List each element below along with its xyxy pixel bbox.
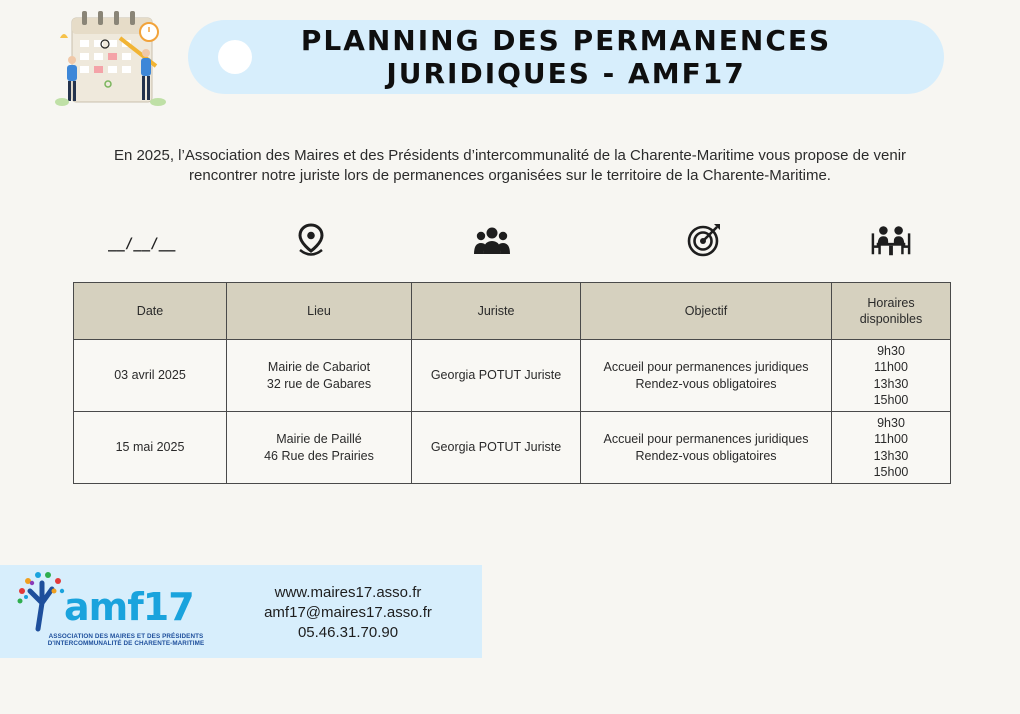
horaire-slot: 9h30	[877, 415, 905, 430]
title-line-1: PLANNING DES PERMANENCES	[300, 24, 832, 57]
page-title	[188, 24, 944, 90]
column-icons	[0, 222, 1020, 262]
horaire-slot: 9h30	[877, 343, 905, 358]
horaire-slot: 13h30	[873, 376, 909, 391]
horaire-slot: 13h30	[873, 448, 909, 463]
header-horaires-line-1: Horaires	[867, 296, 915, 310]
header-lieu: Lieu	[227, 283, 412, 340]
meeting-icon	[871, 222, 911, 258]
horaire-slot: 15h00	[873, 465, 909, 479]
date-placeholder: __/__/__	[108, 236, 176, 252]
website-link[interactable]: www.maires17.asso.fr	[274, 584, 422, 601]
amf17-logo	[12, 569, 222, 653]
logo-subtitle-line-2: D'INTERCOMMUNALITÉ DE CHARENTE-MARITIME	[47, 640, 205, 647]
contact-info	[248, 583, 448, 643]
planning-table	[73, 282, 951, 484]
table-row	[74, 412, 951, 484]
cell-objectif	[581, 340, 832, 412]
logo-subtitle-line-1: ASSOCIATION DES MAIRES ET DES PRÉSIDENTS	[48, 633, 204, 640]
objectif-line-1: Accueil pour permanences juridiques	[603, 360, 809, 374]
intro-line-2: rencontrer notre juriste lors de permanences organisées sur le territoire de la Charente-Maritime.	[189, 167, 831, 184]
title-line-2: JURIDIQUES - AMF17	[386, 57, 746, 90]
intro-paragraph	[60, 146, 960, 186]
cell-date: 15 mai 2025	[74, 412, 227, 484]
table-header-row	[74, 283, 951, 340]
header-juriste: Juriste	[412, 283, 581, 340]
logo-subtitle	[36, 633, 216, 647]
lieu-name: Mairie de Cabariot	[267, 360, 371, 374]
horaire-slot: 15h00	[873, 393, 909, 407]
cell-date: 03 avril 2025	[74, 340, 227, 412]
table-row	[74, 340, 951, 412]
lieu-address: 46 Rue des Prairies	[264, 448, 374, 463]
email-link[interactable]: amf17@maires17.asso.fr	[264, 604, 432, 621]
header-objectif: Objectif	[581, 283, 832, 340]
objectif-line-1: Accueil pour permanences juridiques	[603, 432, 809, 446]
cell-objectif	[581, 412, 832, 484]
objectif-line-2: Rendez-vous obligatoires	[635, 376, 777, 391]
cell-horaires	[832, 412, 951, 484]
title-banner	[188, 20, 944, 94]
cell-lieu	[227, 412, 412, 484]
intro-line-1: En 2025, l’Association des Maires et des Présidents d’intercommunalité de la Charente-Maritime vous propose de venir	[113, 147, 907, 164]
header-horaires	[832, 283, 951, 340]
footer-contact-block	[0, 565, 482, 658]
calendar-illustration	[50, 8, 168, 108]
header-date: Date	[74, 283, 227, 340]
people-group-icon	[472, 222, 512, 258]
horaire-slot: 11h00	[874, 360, 908, 374]
objectif-line-2: Rendez-vous obligatoires	[635, 448, 777, 463]
tree-logo-icon	[12, 569, 72, 633]
horaire-slot: 11h00	[874, 432, 908, 446]
cell-horaires	[832, 340, 951, 412]
map-pin-icon	[291, 222, 331, 258]
lieu-address: 32 rue de Gabares	[266, 376, 372, 391]
target-icon	[684, 222, 724, 258]
cell-lieu	[227, 340, 412, 412]
phone-number[interactable]: 05.46.31.70.90	[297, 624, 399, 641]
logo-wordmark: amf17	[64, 585, 194, 629]
header-horaires-line-2: disponibles	[859, 312, 923, 326]
lieu-name: Mairie de Paillé	[276, 432, 362, 446]
cell-juriste: Georgia POTUT Juriste	[412, 340, 581, 412]
cell-juriste: Georgia POTUT Juriste	[412, 412, 581, 484]
